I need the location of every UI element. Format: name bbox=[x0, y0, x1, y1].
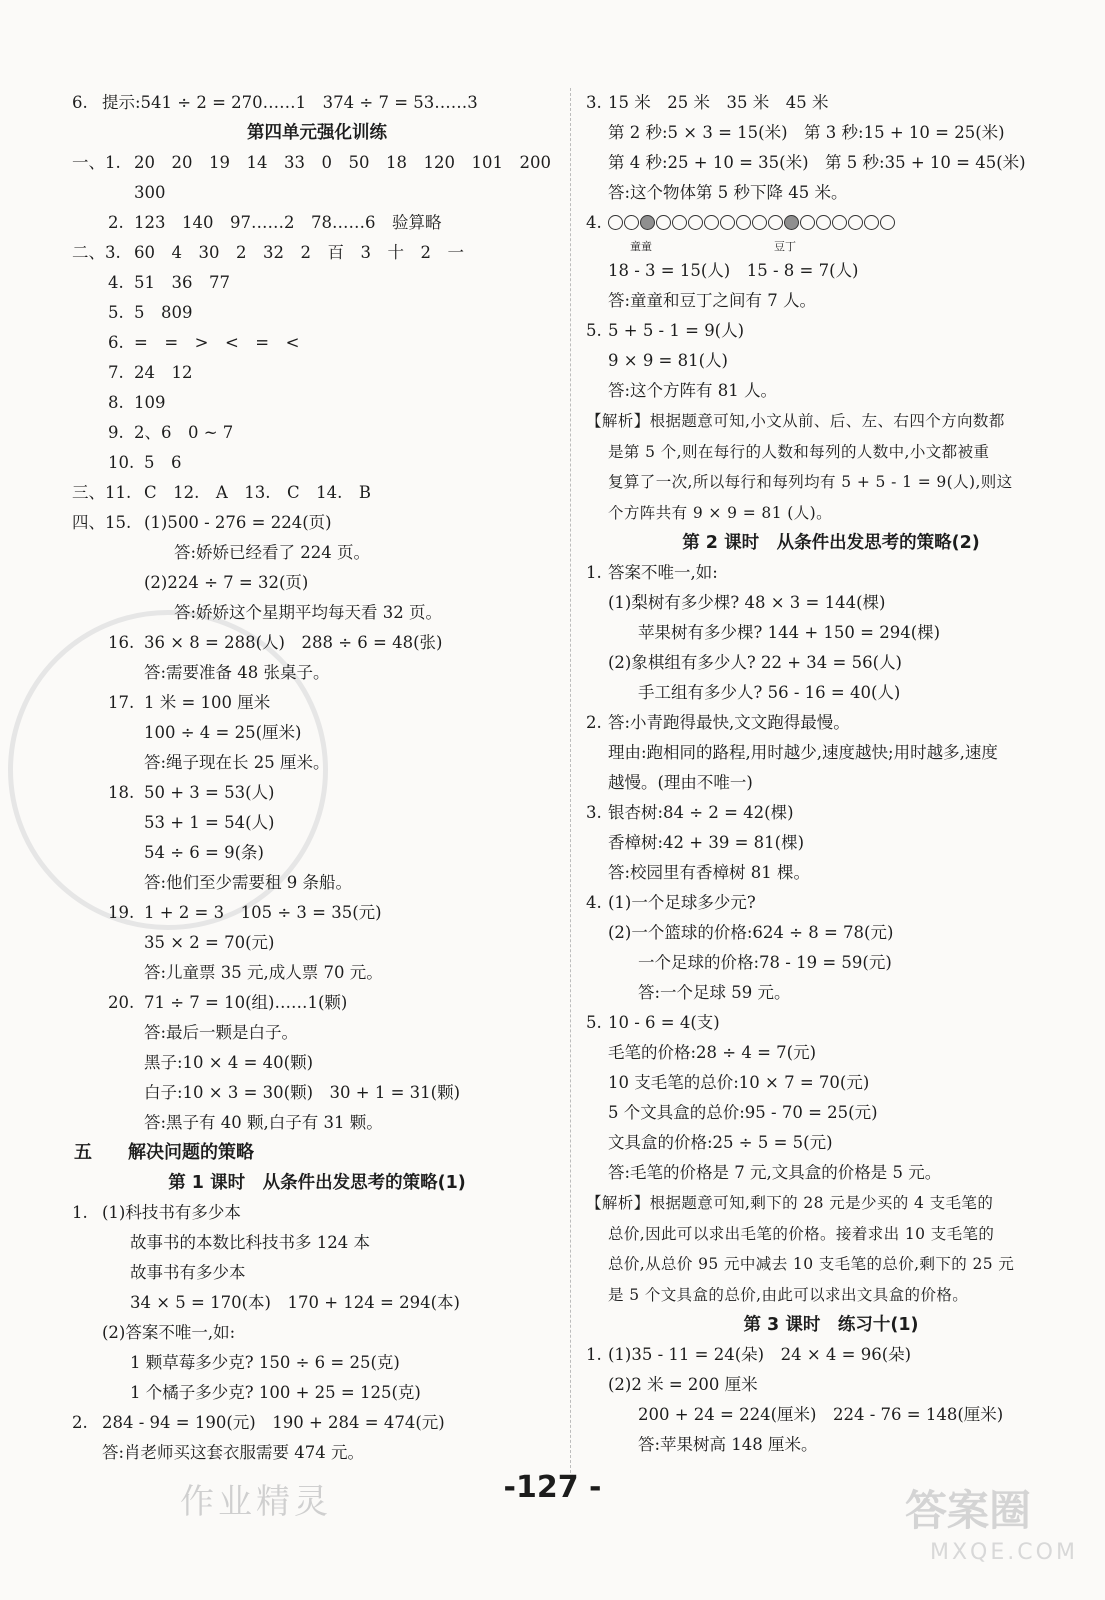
answer-line bbox=[586, 978, 1076, 1008]
question-number: 6. bbox=[108, 333, 124, 352]
answer-text: 个方阵共有 9 × 9 = 81 (人)。 bbox=[608, 503, 832, 522]
answer-text: 是 5 个文具盒的总价,由此可以求出文具盒的价格。 bbox=[608, 1285, 969, 1304]
answer-text: 1 个橘子多少克? 100 + 25 = 125(克) bbox=[130, 1383, 421, 1402]
right-column bbox=[586, 88, 1076, 1460]
question-number: 6. bbox=[72, 93, 88, 112]
answer-text: 51 36 77 bbox=[134, 273, 230, 292]
question-number: 四、15. bbox=[72, 513, 132, 532]
answer-text: 银杏树:84 ÷ 2 = 42(棵) bbox=[608, 803, 794, 822]
question-number: 3. bbox=[586, 93, 602, 112]
answer-line bbox=[72, 388, 562, 418]
filled-circle bbox=[784, 215, 799, 230]
queue-label: 童童 bbox=[630, 240, 652, 253]
answer-text: 54 ÷ 6 = 9(条) bbox=[144, 843, 264, 862]
answer-line bbox=[72, 1108, 562, 1138]
answer-text: 香樟树:42 + 39 = 81(棵) bbox=[608, 833, 805, 852]
answer-text: (1)一个足球多少元? bbox=[608, 893, 756, 912]
answer-text: 复算了一次,所以每行和每列均有 5 + 5 - 1 = 9(人),则这 bbox=[608, 473, 1013, 491]
filled-circle bbox=[640, 215, 655, 230]
answer-line bbox=[72, 328, 562, 358]
answer-text: 故事书有多少本 bbox=[130, 1263, 246, 1282]
answer-line bbox=[72, 508, 562, 538]
answer-line bbox=[72, 1198, 562, 1228]
queue-diagram-row bbox=[586, 208, 1076, 238]
answer-text: 5 809 bbox=[134, 303, 193, 322]
question-number: 8. bbox=[108, 393, 124, 412]
answer-text: 50 + 3 = 53(人) bbox=[144, 783, 275, 802]
answer-text: 答:他们至少需要租 9 条船。 bbox=[144, 873, 353, 892]
answer-line bbox=[72, 868, 562, 898]
question-number: 10. bbox=[108, 453, 135, 472]
answer-text: 答:娇娇这个星期平均每天看 32 页。 bbox=[174, 603, 443, 622]
question-number: 4. bbox=[586, 893, 602, 912]
question-number: 9. bbox=[108, 423, 124, 442]
answer-text: (2)一个篮球的价格:624 ÷ 8 = 78(元) bbox=[608, 923, 894, 942]
answer-text: 手工组有多少人? 56 - 16 = 40(人) bbox=[638, 683, 901, 702]
question-number: 19. bbox=[108, 903, 135, 922]
chapter-title: 解决问题的策略 bbox=[128, 1142, 254, 1163]
answer-line bbox=[72, 1228, 562, 1258]
circle bbox=[704, 215, 719, 230]
answer-line bbox=[72, 1348, 562, 1378]
answer-line bbox=[72, 1048, 562, 1078]
answer-line bbox=[72, 358, 562, 388]
answer-line bbox=[586, 858, 1076, 888]
answer-text: 71 ÷ 7 = 10(组)……1(颗) bbox=[144, 993, 348, 1012]
answer-text: 白子:10 × 3 = 30(颗) 30 + 1 = 31(颗) bbox=[144, 1083, 461, 1102]
answer-text: 答:绳子现在长 25 厘米。 bbox=[144, 753, 330, 772]
answer-text: 5 个文具盒的总价:95 - 70 = 25(元) bbox=[608, 1103, 878, 1122]
answer-line bbox=[72, 418, 562, 448]
answer-text: 答:小青跑得最快,文文跑得最慢。 bbox=[608, 713, 850, 732]
answer-text: 答:校园里有香樟树 81 棵。 bbox=[608, 863, 811, 882]
page-number: -127 - bbox=[503, 1470, 602, 1505]
answer-line bbox=[72, 208, 562, 238]
queue-circles bbox=[608, 215, 895, 230]
answer-line bbox=[72, 178, 562, 208]
answer-text: 总价,因此可以求出毛笔的价格。接着求出 10 支毛笔的 bbox=[608, 1224, 995, 1243]
answer-text: (2)2 米 = 200 厘米 bbox=[608, 1375, 758, 1394]
answer-text: 5 + 5 - 1 = 9(人) bbox=[608, 321, 745, 340]
answer-text: 答:黑子有 40 颗,白子有 31 颗。 bbox=[144, 1113, 383, 1132]
analysis-line bbox=[586, 1249, 1076, 1280]
circle bbox=[768, 215, 783, 230]
analysis-line bbox=[586, 437, 1076, 468]
answer-line bbox=[586, 798, 1076, 828]
answer-line bbox=[72, 148, 562, 178]
answer-text: 10 支毛笔的总价:10 × 7 = 70(元) bbox=[608, 1073, 870, 1092]
question-number: 18. bbox=[108, 783, 135, 802]
left-column bbox=[72, 88, 562, 1468]
watermark-right: 答案圈 bbox=[905, 1486, 1032, 1535]
answer-text: 答:肖老师买这套衣服需要 474 元。 bbox=[102, 1443, 365, 1462]
answer-line bbox=[586, 1340, 1076, 1370]
answer-line bbox=[586, 1370, 1076, 1400]
answer-line bbox=[586, 118, 1076, 148]
chapter-heading bbox=[72, 1138, 562, 1168]
analysis-line bbox=[586, 1188, 1076, 1219]
answer-line bbox=[586, 1098, 1076, 1128]
question-number: 三、11. bbox=[72, 483, 132, 502]
answer-line bbox=[72, 1438, 562, 1468]
answer-text: = = > < = < bbox=[134, 333, 300, 352]
answer-text: 答:这个物体第 5 秒下降 45 米。 bbox=[608, 183, 848, 202]
answer-text: 答:毛笔的价格是 7 元,文具盒的价格是 5 元。 bbox=[608, 1163, 942, 1182]
answer-text: 黑子:10 × 4 = 40(颗) bbox=[144, 1053, 314, 1072]
answer-line bbox=[72, 808, 562, 838]
question-number: 4. bbox=[586, 213, 602, 232]
answer-text: 18 - 3 = 15(人) 15 - 8 = 7(人) bbox=[608, 261, 859, 280]
answer-line bbox=[72, 1018, 562, 1048]
answer-text: 109 bbox=[134, 393, 166, 412]
circle bbox=[848, 215, 863, 230]
answer-text: 答案不唯一,如: bbox=[608, 563, 718, 582]
answer-line bbox=[72, 538, 562, 568]
question-number: 1. bbox=[586, 1345, 602, 1364]
question-number: 7. bbox=[108, 363, 124, 382]
circle bbox=[688, 215, 703, 230]
circle bbox=[864, 215, 879, 230]
circle bbox=[608, 215, 623, 230]
answer-text: 答:苹果树高 148 厘米。 bbox=[638, 1435, 818, 1454]
answer-line bbox=[586, 918, 1076, 948]
analysis-line bbox=[586, 1280, 1076, 1311]
question-number: 17. bbox=[108, 693, 135, 712]
question-number: 3. bbox=[586, 803, 602, 822]
answer-text: 60 4 30 2 32 2 百 3 十 2 一 bbox=[134, 243, 464, 262]
answer-line bbox=[72, 478, 562, 508]
answer-text: (1)科技书有多少本 bbox=[102, 1203, 241, 1222]
answer-line bbox=[72, 598, 562, 628]
answer-line bbox=[586, 1008, 1076, 1038]
answer-text: 答:需要准备 48 张桌子。 bbox=[144, 663, 330, 682]
answer-line bbox=[586, 828, 1076, 858]
answer-line bbox=[586, 1158, 1076, 1188]
answer-line bbox=[72, 1318, 562, 1348]
answer-line bbox=[72, 448, 562, 478]
answer-text: 提示:541 ÷ 2 = 270……1 374 ÷ 7 = 53……3 bbox=[102, 93, 478, 112]
answer-text: 第 2 秒:5 × 3 = 15(米) 第 3 秒:15 + 10 = 25(米) bbox=[608, 123, 1005, 142]
answer-text: 53 + 1 = 54(人) bbox=[144, 813, 275, 832]
circle bbox=[672, 215, 687, 230]
answer-line bbox=[586, 1400, 1076, 1430]
answer-line bbox=[586, 588, 1076, 618]
answer-line bbox=[586, 1128, 1076, 1158]
question-number: 20. bbox=[108, 993, 135, 1012]
answer-text: 答:童童和豆丁之间有 7 人。 bbox=[608, 291, 817, 310]
analysis-line bbox=[586, 498, 1076, 529]
answer-line bbox=[72, 238, 562, 268]
answer-line bbox=[586, 316, 1076, 346]
answer-text: 理由:跑相同的路程,用时越少,速度越快;用时越多,速度 bbox=[608, 743, 998, 762]
section-heading: 第 2 课时 从条件出发思考的策略(2) bbox=[682, 533, 980, 553]
analysis-line bbox=[586, 1219, 1076, 1250]
answer-text: 300 bbox=[134, 183, 166, 202]
answer-text: (2)象棋组有多少人? 22 + 34 = 56(人) bbox=[608, 653, 902, 672]
answer-text: 100 ÷ 4 = 25(厘米) bbox=[144, 723, 302, 742]
answer-line bbox=[72, 298, 562, 328]
answer-text: 284 - 94 = 190(元) 190 + 284 = 474(元) bbox=[102, 1413, 445, 1432]
answer-text: 毛笔的价格:28 ÷ 4 = 7(元) bbox=[608, 1043, 817, 1062]
answer-line bbox=[586, 1038, 1076, 1068]
circle bbox=[752, 215, 767, 230]
circle bbox=[736, 215, 751, 230]
answer-text: 总价,从总价 95 元中减去 10 支毛笔的总价,剩下的 25 元 bbox=[608, 1255, 1015, 1273]
question-number: 16. bbox=[108, 633, 135, 652]
answer-text: (1)35 - 11 = 24(朵) 24 × 4 = 96(朵) bbox=[608, 1345, 912, 1364]
answer-line bbox=[72, 898, 562, 928]
answer-text: 9 × 9 = 81(人) bbox=[608, 351, 728, 370]
circle bbox=[880, 215, 895, 230]
answer-text: 34 × 5 = 170(本) 170 + 124 = 294(本) bbox=[130, 1293, 460, 1312]
section-heading: 第 1 课时 从条件出发思考的策略(1) bbox=[168, 1173, 466, 1193]
question-number: 5. bbox=[586, 321, 602, 340]
answer-line bbox=[586, 286, 1076, 316]
answer-line bbox=[72, 988, 562, 1018]
answer-line bbox=[72, 688, 562, 718]
answer-text: 答:最后一颗是白子。 bbox=[144, 1023, 299, 1042]
answer-line bbox=[72, 658, 562, 688]
answer-line bbox=[72, 1378, 562, 1408]
answer-line bbox=[72, 928, 562, 958]
analysis-line bbox=[586, 467, 1076, 498]
question-number: 5. bbox=[108, 303, 124, 322]
answer-text: 5 6 bbox=[144, 453, 182, 472]
answer-line bbox=[72, 748, 562, 778]
answer-text: 答:这个方阵有 81 人。 bbox=[608, 381, 778, 400]
answer-line bbox=[586, 678, 1076, 708]
answer-text: 答:儿童票 35 元,成人票 70 元。 bbox=[144, 963, 383, 982]
answer-text: 20 20 19 14 33 0 50 18 120 101 200 bbox=[134, 153, 551, 172]
answer-line bbox=[586, 1430, 1076, 1460]
question-number: 1. bbox=[72, 1203, 88, 1222]
answer-text: 1 颗草莓多少克? 150 ÷ 6 = 25(克) bbox=[130, 1353, 400, 1372]
circle bbox=[720, 215, 735, 230]
question-number: 2. bbox=[108, 213, 124, 232]
answer-line bbox=[586, 178, 1076, 208]
question-number: 一、1. bbox=[72, 153, 121, 172]
answer-text: 是第 5 个,则在每行的人数和每列的人数中,小文都被重 bbox=[608, 442, 990, 461]
question-number: 4. bbox=[108, 273, 124, 292]
question-number: 5. bbox=[586, 1013, 602, 1032]
answer-line bbox=[586, 618, 1076, 648]
answer-text: 10 - 6 = 4(支) bbox=[608, 1013, 720, 1032]
answer-text: 1 米 = 100 厘米 bbox=[144, 693, 271, 712]
answer-text: 第 4 秒:25 + 10 = 35(米) 第 5 秒:35 + 10 = 45(米) bbox=[608, 153, 1026, 172]
answer-line bbox=[72, 778, 562, 808]
answer-line bbox=[72, 1408, 562, 1438]
circle bbox=[832, 215, 847, 230]
queue-labels-row bbox=[586, 238, 1076, 256]
answer-text: 答:娇娇已经看了 224 页。 bbox=[174, 543, 371, 562]
answer-text: 【解析】根据题意可知,小文从前、后、左、右四个方向数都 bbox=[586, 412, 1005, 430]
answer-text: 【解析】根据题意可知,剩下的 28 元是少买的 4 支毛笔的 bbox=[586, 1194, 994, 1212]
circle bbox=[624, 215, 639, 230]
answer-text: 苹果树有多少棵? 144 + 150 = 294(棵) bbox=[638, 623, 941, 642]
answer-line bbox=[72, 268, 562, 298]
question-number: 二、3. bbox=[72, 243, 121, 262]
answer-text: (1)500 - 276 = 224(页) bbox=[144, 513, 332, 532]
answer-line bbox=[586, 708, 1076, 738]
answer-line bbox=[586, 558, 1076, 588]
section-heading: 第四单元强化训练 bbox=[247, 123, 387, 143]
chapter-number: 五 bbox=[74, 1142, 92, 1163]
circle bbox=[816, 215, 831, 230]
circle bbox=[656, 215, 671, 230]
answer-text: 越慢。(理由不唯一) bbox=[608, 773, 753, 792]
answer-text: 故事书的本数比科技书多 124 本 bbox=[130, 1233, 370, 1252]
answer-line bbox=[586, 738, 1076, 768]
answer-text: 一个足球的价格:78 - 19 = 59(元) bbox=[638, 953, 892, 972]
answer-text: 123 140 97……2 78……6 验算略 bbox=[134, 213, 442, 232]
answer-line bbox=[72, 628, 562, 658]
answer-text: 24 12 bbox=[134, 363, 193, 382]
answer-line bbox=[586, 376, 1076, 406]
answer-line bbox=[72, 88, 562, 118]
section-heading: 第 3 课时 练习十(1) bbox=[743, 1315, 919, 1335]
answer-line bbox=[586, 888, 1076, 918]
answer-line bbox=[586, 768, 1076, 798]
question-number: 2. bbox=[586, 713, 602, 732]
answer-line bbox=[586, 948, 1076, 978]
question-number: 1. bbox=[586, 563, 602, 582]
answer-line bbox=[72, 1288, 562, 1318]
answer-line bbox=[586, 88, 1076, 118]
answer-text: 文具盒的价格:25 ÷ 5 = 5(元) bbox=[608, 1133, 833, 1152]
answer-line bbox=[586, 256, 1076, 286]
answer-text: 200 + 24 = 224(厘米) 224 - 76 = 148(厘米) bbox=[638, 1405, 1004, 1424]
column-divider bbox=[570, 88, 571, 1488]
answer-line bbox=[586, 148, 1076, 178]
answer-text: 36 × 8 = 288(人) 288 ÷ 6 = 48(张) bbox=[144, 633, 443, 652]
answer-line bbox=[72, 958, 562, 988]
answer-line bbox=[72, 1078, 562, 1108]
answer-text: 15 米 25 米 35 米 45 米 bbox=[608, 93, 829, 112]
answer-text: 答:一个足球 59 元。 bbox=[638, 983, 791, 1002]
answer-text: 35 × 2 = 70(元) bbox=[144, 933, 275, 952]
question-number: 2. bbox=[72, 1413, 88, 1432]
answer-text: (2)答案不唯一,如: bbox=[102, 1323, 236, 1342]
answer-text: (1)梨树有多少棵? 48 × 3 = 144(棵) bbox=[608, 593, 886, 612]
answer-line bbox=[72, 568, 562, 598]
watermark-url: MXQE.COM bbox=[930, 1540, 1078, 1565]
answer-text: (2)224 ÷ 7 = 32(页) bbox=[144, 573, 309, 592]
watermark-left: 作业精灵 bbox=[180, 1482, 332, 1522]
answer-line bbox=[72, 838, 562, 868]
analysis-line bbox=[586, 406, 1076, 437]
answer-text: 1 + 2 = 3 105 ÷ 3 = 35(元) bbox=[144, 903, 382, 922]
answer-line bbox=[586, 1068, 1076, 1098]
circle bbox=[800, 215, 815, 230]
answer-text: C 12. A 13. C 14. B bbox=[144, 483, 372, 502]
answer-line bbox=[72, 1258, 562, 1288]
answer-line bbox=[586, 346, 1076, 376]
answer-text: 2、6 0 ~ 7 bbox=[134, 423, 234, 442]
answer-line bbox=[586, 648, 1076, 678]
queue-label: 豆丁 bbox=[774, 240, 796, 253]
answer-line bbox=[72, 718, 562, 748]
